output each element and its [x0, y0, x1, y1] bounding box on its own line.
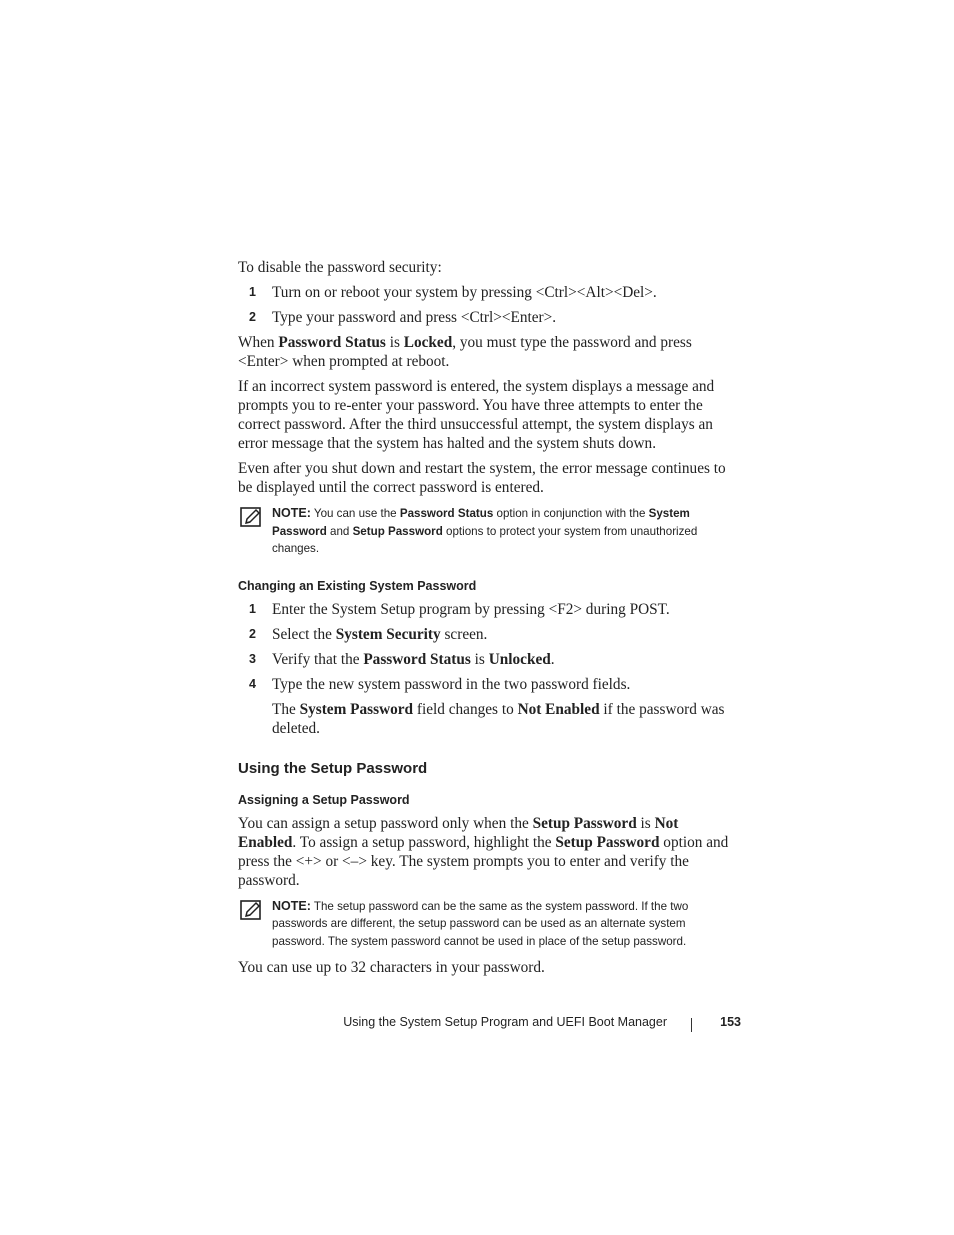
text-run: The setup password can be the same as the system password. If the two passwords are different, the setup password can be used as an alternate system password. The system password cannot be used in place of the setup password.	[272, 899, 689, 948]
bold-term: Password Status	[278, 334, 386, 351]
change-step-4	[238, 675, 738, 694]
bold-term: System Password	[299, 700, 414, 718]
footer-chapter-title: Using the System Setup Program and UEFI Boot Manager	[343, 1015, 667, 1029]
step-number: 4	[249, 676, 256, 691]
page-footer	[300, 1015, 741, 1035]
text-run: and	[326, 524, 353, 538]
intro-text: To disable the password security:	[238, 259, 442, 276]
text-run: Select the	[272, 625, 336, 643]
change-step-3	[238, 650, 738, 669]
text-run: Verify that the	[272, 650, 364, 668]
step-text: Type the new system password in the two password fields.	[272, 675, 631, 693]
text-run: When	[238, 334, 279, 351]
change-step-2	[238, 625, 738, 644]
text-run: option and press the <+> or <–> key. The system prompts you to enter and verify the password.	[238, 833, 729, 889]
bold-term: Password Status	[399, 507, 494, 520]
note-label: NOTE:	[272, 898, 311, 913]
step-text: Enter the System Setup program by pressing <F2> during POST.	[272, 600, 670, 618]
text-run: The	[272, 700, 300, 718]
note-pencil-icon	[240, 900, 262, 920]
incorrect-password-paragraph: If an incorrect system password is entered, the system displays a message and prompts you to re-enter your password. You have three attempts to enter the correct password. After the third unsuccessful attempt, the system displays an error message that the system has halted and the system shuts down.	[238, 378, 715, 452]
bold-term: Setup Password	[555, 833, 660, 851]
note-pencil-icon	[240, 507, 262, 527]
text-run: field changes to	[413, 700, 518, 718]
bold-term: Not Enabled	[517, 700, 600, 718]
change-step-1	[238, 600, 738, 619]
disable-step-2	[238, 308, 738, 327]
bold-term: Locked	[403, 334, 453, 351]
setup-password-heading: Using the Setup Password	[238, 759, 428, 777]
text-run: is	[470, 650, 489, 668]
bold-term: System Password	[272, 507, 690, 538]
text-run: is	[385, 334, 404, 351]
field-changes-paragraph	[238, 700, 738, 738]
text-run: You can assign a setup password only when the	[238, 814, 533, 832]
text-run: . To assign a setup password, highlight the	[292, 833, 556, 851]
bold-term: Setup Password	[532, 814, 637, 832]
changing-password-heading: Changing an Existing System Password	[238, 578, 477, 593]
bold-term: System Security	[335, 625, 441, 643]
assign-paragraph	[238, 814, 738, 890]
text-run: You can use the	[310, 507, 400, 520]
text-run: options to protect your system from unauthorized changes.	[272, 524, 698, 555]
step-number: 1	[249, 285, 256, 299]
text-run: screen.	[440, 625, 488, 643]
footer-divider	[691, 1018, 692, 1032]
step-text: Type your password and press <Ctrl><Enter>.	[272, 309, 557, 326]
text-run: .	[550, 650, 555, 668]
bold-term: Password Status	[363, 650, 471, 668]
step-number: 2	[249, 310, 256, 324]
locked-paragraph	[238, 333, 738, 371]
bold-term: Setup Password	[352, 524, 443, 538]
page-content	[238, 258, 738, 983]
note-box-2	[238, 898, 738, 951]
step-number: 2	[249, 626, 256, 641]
bold-term: Not Enabled	[238, 814, 679, 851]
text-run: , you must type the password and press <Enter> when prompted at reboot.	[238, 334, 692, 370]
step-number: 3	[249, 651, 256, 666]
page-number: 153	[720, 1015, 741, 1029]
step-number: 1	[249, 601, 256, 616]
note-label: NOTE:	[272, 506, 311, 520]
disable-step-1	[238, 283, 738, 302]
step-text: Turn on or reboot your system by pressing <Ctrl><Alt><Del>.	[272, 284, 657, 301]
restart-paragraph: Even after you shut down and restart the system, the error message continues to be displayed until the correct password is entered.	[238, 460, 726, 496]
note-box-1	[238, 505, 738, 558]
bold-term: Unlocked	[488, 650, 551, 668]
max-characters-paragraph: You can use up to 32 characters in your password.	[238, 959, 545, 976]
text-run: option in conjunction with the	[493, 507, 649, 520]
text-run: if the password was deleted.	[272, 700, 725, 737]
assigning-password-heading: Assigning a Setup Password	[238, 792, 410, 807]
text-run: is	[636, 814, 655, 832]
